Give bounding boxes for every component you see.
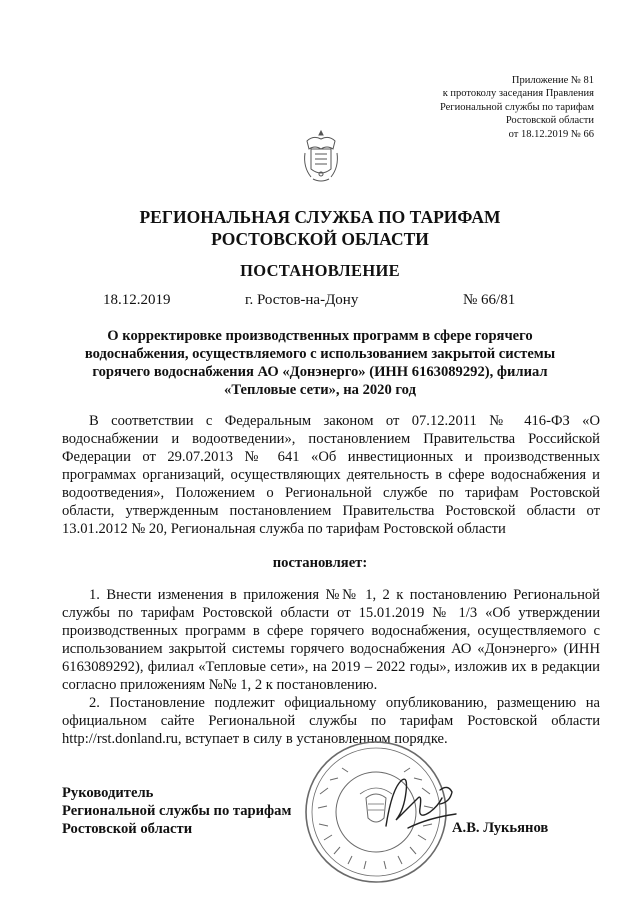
appendix-line: к протоколу заседания Правления (442, 88, 594, 100)
appendix-line: Приложение № 81 (511, 75, 594, 86)
appendix-line: Региональной службы по тарифам (439, 101, 594, 113)
signatory-name: А.В. Лукьянов (452, 820, 549, 836)
appendix-note (440, 74, 594, 141)
signature-block (62, 784, 291, 838)
appendix-line: Ростовской области (505, 115, 594, 127)
document-date: 18.12.2019 (103, 292, 171, 308)
signatory-title-line: Руководитель (62, 785, 154, 801)
signatory-title-line: Региональной службы по тарифам (62, 803, 292, 819)
appendix-line: от 18.12.2019 № 66 (508, 128, 594, 140)
document-type: ПОСТАНОВЛЕНИЕ (240, 261, 400, 280)
resolve-heading: постановляет: (272, 555, 368, 571)
coat-of-arms-icon (301, 127, 341, 187)
document-number: № 66/81 (463, 292, 516, 308)
resolution-item-2: 2. Постановление подлежит официальному опубликованию, размещению на официальном сайте Региональной службы по тарифам Ростовской области http://rst.donland.ru, вступает в силу в установленном порядке. (62, 695, 600, 747)
organization-line: РЕГИОНАЛЬНАЯ СЛУЖБА ПО ТАРИФАМ (139, 207, 501, 227)
document-subject: О корректировке производственных программ в сфере горячего водоснабжения, осуществляемого с использованием закрытой системы горячего водоснабжения АО «Донэнерго» (ИНН 6163089292), филиал «Тепловые сети», на 2020 год (84, 328, 556, 398)
preamble-paragraph: В соответствии с Федеральным законом от 07.12.2011 № 416-ФЗ «О водоснабжении и водоотведении», постановлением Правительства Российской Федерации от 29.07.2013 № 641 «Об инвестиционных и производственных программах организаций, осуществляющих деятельность в сфере водоснабжения и водоотведения», Положением о Региональной службе по тарифам Ростовской области, утвержденным постановлением Правительства Ростовской области от 13.01.2012 № 20, Региональная служба по тарифам Ростовской области (62, 413, 600, 537)
resolution-item-1: 1. Внести изменения в приложения №№ 1, 2 к постановлению Региональной службы по тарифам Ростовской области от 15.01.2019 № 1/3 «Об утверждении производственных программ в сфере горячего водоснабжения, осуществляемого с использованием закрытой системы горячего водоснабжения АО «Донэнерго» (ИНН 6163089292), филиал «Тепловые сети», на 2019 – 2022 годы», изложив их в редакции согласно приложениям №№ 1, 2 к постановлению. (62, 587, 600, 693)
document-city: г. Ростов-на-Дону (245, 292, 359, 308)
organization-line: РОСТОВСКОЙ ОБЛАСТИ (211, 229, 429, 249)
signatory-title-line: Ростовской области (62, 821, 193, 837)
organization-name (0, 206, 640, 250)
